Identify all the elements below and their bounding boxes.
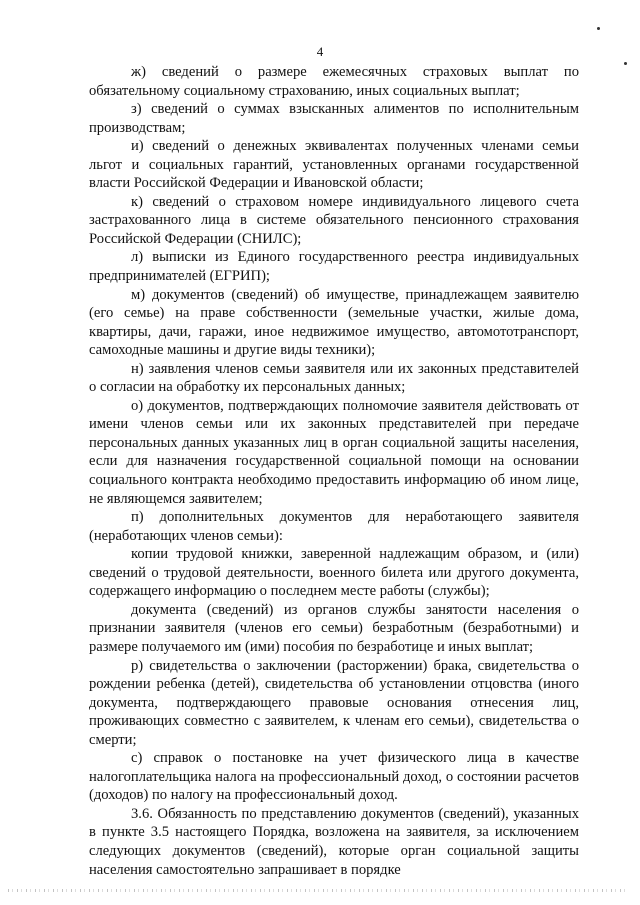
scan-speck bbox=[624, 62, 627, 65]
paragraph-zh: ж) сведений о размере ежемесячных страховых выплат по обязательному социальному страхованию, иных социальных выплат; bbox=[89, 64, 579, 99]
scan-speck bbox=[597, 27, 600, 30]
paragraph-r: р) свидетельства о заключении (расторжении) брака, свидетельства о рождении ребенка (детей), свидетельства об установлении отцовства (иного документа, подтверждающего правовые основания отнесения лиц, проживающих совместно с заявителем, к членам его семьи), свидетельства о смерти; bbox=[89, 657, 579, 748]
paragraph-p-sub-1: копии трудовой книжки, заверенной надлежащим образом, и (или) сведений о трудовой деятельности, военного билета или другого документа, содержащего информацию о последнем месте работы (службы); bbox=[89, 546, 579, 600]
paragraph-n: н) заявления членов семьи заявителя или их законных представителей о согласии на обработку их персональных данных; bbox=[89, 360, 579, 396]
paragraph-m: м) документов (сведений) об имуществе, принадлежащем заявителю (его семье) на праве собственности (земельные участки, жилые дома, квартиры, дачи, гаражи, иное недвижимое имущество, автомототранспорт, самоходные машины и другие виды техники); bbox=[89, 286, 579, 359]
paragraph-s: с) справок о постановке на учет физического лица в качестве налогоплательщика налога на профессиональный доход, о состоянии расчетов (доходов) по налогу на профессиональный доход. bbox=[89, 750, 579, 804]
paragraph-p-sub-2: документа (сведений) из органов службы занятости населения о признании заявителя (членов его семьи) безработным (безработными) и размере получаемого им (ими) пособия по безработице и иных выплат; bbox=[89, 601, 579, 655]
page-number: 4 bbox=[316, 44, 324, 59]
paragraph-l: л) выписки из Единого государственного реестра индивидуальных предпринимателей (ЕГРИП); bbox=[89, 249, 579, 285]
document-body bbox=[89, 63, 579, 879]
paragraph-p: п) дополнительных документов для неработающего заявителя (неработающих членов семьи): bbox=[89, 509, 579, 544]
paragraph-z: з) сведений о суммах взысканных алиментов по исполнительным производствам; bbox=[89, 101, 579, 136]
paragraph-i: и) сведений о денежных эквивалентах полученных членами семьи льгот и социальных гарантий, установленных органами государственной власти Российской Федерации и Ивановской области; bbox=[89, 138, 579, 192]
paragraph-o: о) документов, подтверждающих полномочие заявителя действовать от имени членов семьи или их законных представителей при передаче персональных данных указанных лиц в орган социальной защиты населения, если для назначения государственной социальной помощи на основании социального контракта необходимо предоставить информацию об ином лице, не являющемся заявителем; bbox=[89, 397, 579, 507]
paragraph-3-6: 3.6. Обязанность по представлению документов (сведений), указанных в пункте 3.5 настоящего Порядка, возложена на заявителя, за исключением следующих документов (сведений), которые орган социальной защиты населения самостоятельно запрашивает в порядке bbox=[89, 805, 579, 878]
scan-artifact-line bbox=[8, 889, 628, 892]
paragraph-k: к) сведений о страховом номере индивидуального лицевого счета застрахованного лица в системе обязательного пенсионного страхования Российской Федерации (СНИЛС); bbox=[89, 193, 579, 247]
